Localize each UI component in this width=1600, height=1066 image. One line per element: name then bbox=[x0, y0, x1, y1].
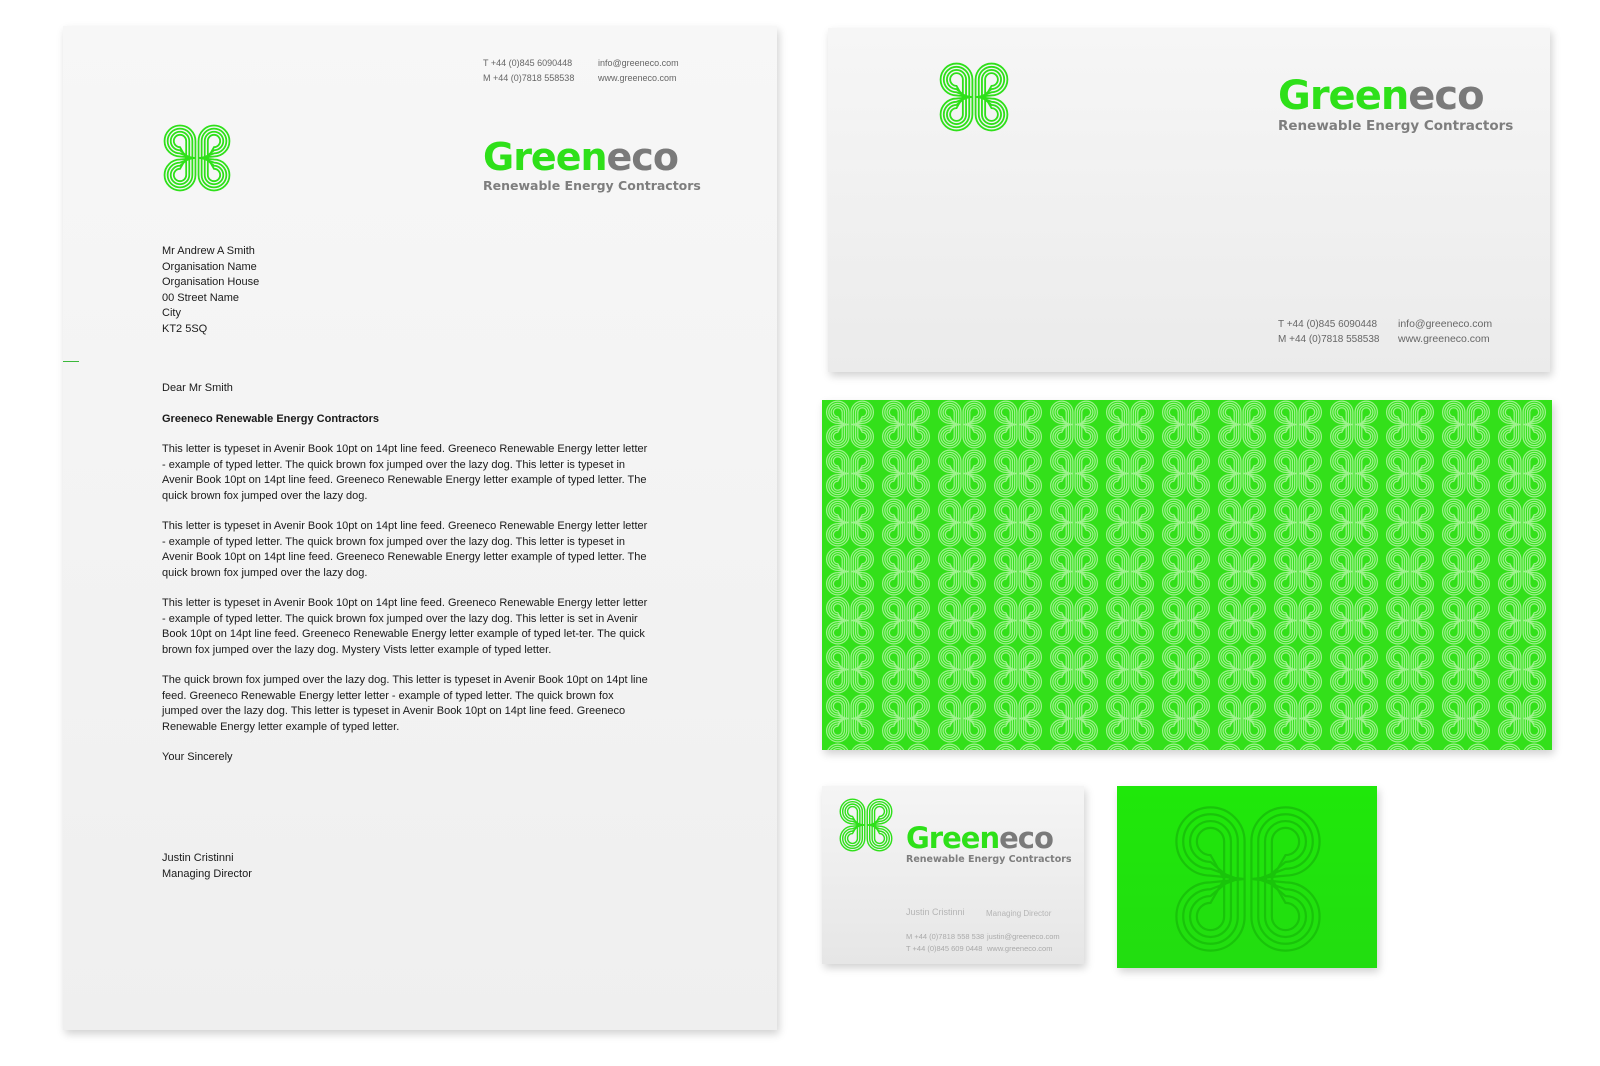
letter-contact-web bbox=[598, 56, 679, 86]
address-line: 00 Street Name bbox=[162, 291, 240, 304]
envelope-contact-phones bbox=[1278, 317, 1379, 347]
envelope-wordmark bbox=[1278, 73, 1514, 134]
mobile-number: M +44 (0)7818 558 538 bbox=[906, 932, 985, 941]
mobile-number: M +44 (0)7818 558538 bbox=[483, 73, 575, 83]
letterhead-sheet bbox=[63, 26, 777, 1030]
recipient-address bbox=[162, 244, 259, 337]
body-paragraph: The quick brown fox jumped over the lazy dog. This letter is typeset in Avenir Book 10pt on 14pt line feed. Greeneco Renewable Energy letter letter - example of typed letter. The quick brown fox jumped over the lazy dog. This letter is typeset in Avenir Book 10pt on 14pt line feed. Greeneco Renewable Energy letter example of typed letter. bbox=[162, 674, 648, 733]
signatory-name: Justin Cristinni bbox=[162, 852, 234, 864]
brand-tagline: Renewable Energy Contractors bbox=[906, 854, 1072, 865]
card-wordmark bbox=[906, 821, 1072, 865]
letter-body bbox=[162, 381, 652, 781]
website-url: www.greeneco.com bbox=[598, 73, 677, 83]
signatory-title: Managing Director bbox=[162, 867, 252, 880]
body-paragraph: This letter is typeset in Avenir Book 10pt on 14pt line feed. Greeneco Renewable Energy letter letter - example of typed letter. The quick brown fox jumped over the lazy dog. This letter is set in Avenir Book 10pt on 14pt line feed. Greeneco Renewable Energy letter example of typed let-ter. The quick brown fox jumped over the lazy dog. Mystery Vists letter example of typed letter. bbox=[162, 597, 648, 656]
body-paragraph: This letter is typeset in Avenir Book 10pt on 14pt line feed. Greeneco Renewable Energy letter letter - example of typed letter. The quick brown fox jumped over the lazy dog. This letter is typeset in Avenir Book 10pt on 14pt line feed. Greeneco Renewable Energy letter example of typed letter. The quick brown fox jumped over the lazy dog. bbox=[162, 443, 648, 502]
card-web bbox=[987, 931, 1060, 955]
address-line: Organisation House bbox=[162, 276, 260, 288]
logo-pattern-card bbox=[822, 400, 1552, 750]
body-paragraph: This letter is typeset in Avenir Book 10pt on 14pt line feed. Greeneco Renewable Energy letter letter - example of typed letter. The quick brown fox jumped over the lazy dog. This letter is typeset in Avenir Book 10pt on 14pt line feed. Greeneco Renewable Energy letter example of typed letter. The quick brown fox jumped over the lazy dog. bbox=[162, 520, 648, 579]
envelope-contact-web bbox=[1398, 317, 1492, 347]
card-title: Managing Director bbox=[986, 909, 1052, 918]
website-url: www.greeneco.com bbox=[1398, 333, 1490, 345]
address-line: Organisation Name bbox=[162, 260, 257, 273]
business-card-front bbox=[822, 786, 1084, 964]
clover-pattern bbox=[822, 400, 1552, 750]
brand-name: Greeneco bbox=[483, 135, 678, 179]
letter-contact-phones bbox=[483, 56, 574, 86]
embossed-logo-icon bbox=[1160, 804, 1336, 954]
fold-mark bbox=[63, 361, 79, 362]
logo-icon bbox=[933, 62, 1015, 132]
email-address: justin@greeneco.com bbox=[987, 932, 1060, 941]
phone-number: T +44 (0)845 6090448 bbox=[483, 58, 573, 68]
brand-tagline: Renewable Energy Contractors bbox=[1278, 118, 1514, 134]
signature-block bbox=[162, 851, 252, 882]
brand-tagline: Renewable Energy Contractors bbox=[483, 178, 701, 193]
brand-name: Greeneco bbox=[1278, 73, 1484, 119]
phone-number: T +44 (0)845 609 0448 bbox=[906, 944, 983, 953]
card-name: Justin Cristinni bbox=[906, 907, 965, 917]
phone-number: T +44 (0)845 6090448 bbox=[1278, 319, 1378, 330]
website-url: www.greeneco.com bbox=[987, 944, 1053, 953]
email-address: info@greeneco.com bbox=[598, 58, 679, 68]
address-line: KT2 5SQ bbox=[162, 322, 208, 335]
business-card-back bbox=[1117, 786, 1377, 968]
card-phones bbox=[906, 931, 984, 955]
letter-wordmark bbox=[483, 135, 701, 193]
brand-name: Greeneco bbox=[906, 821, 1053, 855]
salutation: Dear Mr Smith bbox=[162, 382, 233, 394]
address-line: City bbox=[162, 307, 181, 319]
envelope bbox=[828, 28, 1550, 372]
address-line: Mr Andrew A Smith bbox=[162, 245, 255, 257]
logo-icon bbox=[835, 798, 897, 852]
mobile-number: M +44 (0)7818 558538 bbox=[1278, 334, 1380, 345]
email-address: info@greeneco.com bbox=[1398, 318, 1493, 330]
logo-icon bbox=[158, 124, 236, 192]
closing: Your Sincerely bbox=[162, 751, 233, 763]
letter-subject: Greeneco Renewable Energy Contractors bbox=[162, 412, 380, 425]
